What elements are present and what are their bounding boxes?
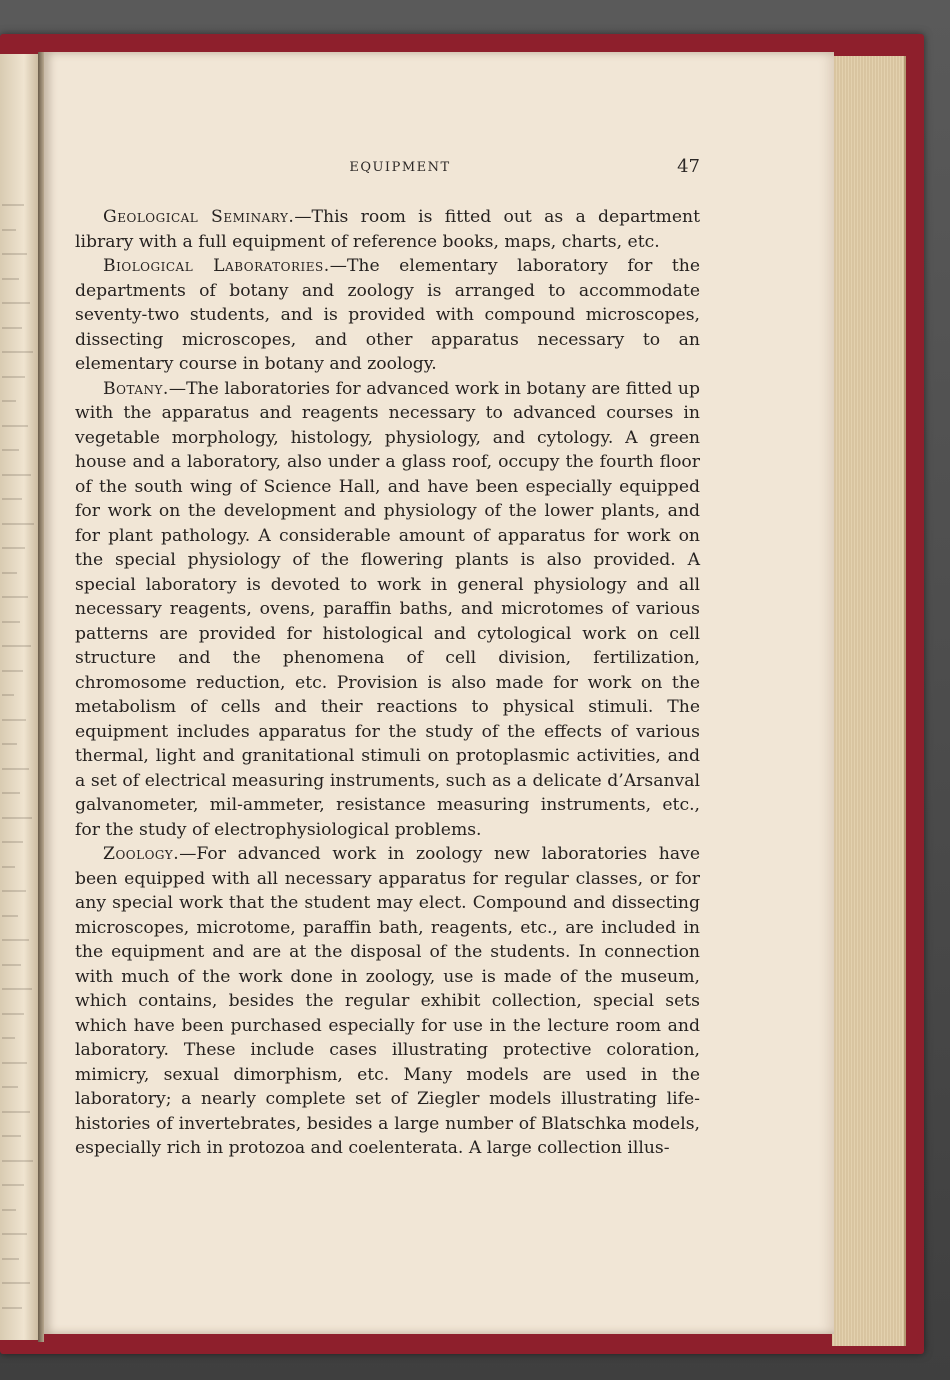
facing-page-text-trace: [2, 645, 31, 647]
facing-page-text-trace: [2, 400, 16, 402]
facing-page-text-trace: [2, 425, 28, 427]
paragraph-heading: Botany.: [103, 378, 169, 399]
facing-page-text-trace: [2, 915, 18, 917]
facing-page-text-trace: [2, 1160, 33, 1162]
facing-page-text-trace: [2, 596, 28, 598]
paragraph-text: —This room is fitted out as a department library with a full equipment of reference books, maps, charts, etc.: [75, 207, 700, 252]
body-text: [75, 205, 700, 1161]
facing-page-text-trace: [2, 253, 27, 255]
facing-page-text-trace: [2, 1307, 22, 1309]
facing-page-text-trace: [2, 474, 31, 476]
paragraph-heading: Geological Seminary.: [103, 207, 295, 227]
paragraph-biological-laboratories: [75, 254, 700, 377]
facing-page-text-trace: [2, 841, 23, 843]
facing-page-text-trace: [2, 523, 34, 525]
facing-page-text-trace: [2, 1135, 21, 1137]
page-block-edge: [832, 56, 906, 1346]
paragraph-zoology: [75, 842, 700, 1161]
facing-page-text-trace: [2, 229, 16, 231]
facing-page-text-trace: [2, 768, 29, 770]
paragraph-heading: Zoology.: [103, 844, 180, 864]
facing-page-text-trace: [2, 572, 17, 574]
facing-page-text-trace: [2, 351, 33, 353]
facing-page-text-trace: [2, 1184, 24, 1186]
facing-page-text-trace: [2, 376, 25, 378]
paragraph-text: —The elementary laboratory for the departments of botany and zoology is arranged to accommodate seventy-two students, and is provided with compound microscopes, dissecting microscopes, and other apparatus necessary to an elementary course in botany and zoology.: [75, 256, 700, 374]
paragraph-botany: [75, 377, 700, 843]
facing-page-text-trace: [2, 1233, 27, 1235]
running-head: EQUIPMENT: [349, 160, 451, 175]
facing-page-text-trace: [2, 327, 22, 329]
facing-page-text-trace: [2, 890, 26, 892]
facing-page-text-trace: [2, 204, 24, 206]
facing-page-text-trace: [2, 1282, 30, 1284]
page-gutter: [38, 52, 44, 1342]
facing-page-text-trace: [2, 449, 19, 451]
facing-page-text-trace: [2, 278, 19, 280]
facing-page-text-trace: [2, 498, 22, 500]
facing-page-text-trace: [2, 964, 21, 966]
paragraph-text: —The laboratories for advanced work in botany are fitted up with the apparatus and reagents necessary to advanced courses in vegetable morphology, histology, physiology, and cytology. A green house and a laboratory, also under a glass roof, occupy the fourth floor of the south wing of Science Hall, and have been especially equipped for work on the development and physiology of the lower plants, and for plant pathology. A considerable amount of apparatus for work on the special physiology of the flowering plants is also provided. A special laboratory is devoted to work in general physiology and all necessary reagents, ovens, paraffin baths, and microtomes of various patterns are provided for histological and cytological work on cell structure and the phenomena of cell division, fertilization, chromosome reduction, etc. Provision is also made for work on the metabolism of cells and their reactions to physical stimuli. The equipment includes apparatus for the study of the effects of various thermal, light and granitational stimuli on protoplasmic activities, and a set of electrical measuring instruments, such as a delicate d’Arsanval galvanometer, mil-ammeter, resistance measuring instruments, etc., for the study of electrophysiological problems.: [75, 378, 700, 840]
facing-page-text-trace: [2, 694, 14, 696]
facing-page-text-trace: [2, 743, 17, 745]
facing-page-text-trace: [2, 547, 25, 549]
facing-page-text-trace: [2, 939, 29, 941]
facing-page-text-trace: [2, 302, 30, 304]
facing-page-text-trace: [2, 1062, 27, 1064]
facing-page-text-trace: [2, 1013, 24, 1015]
facing-page-text-trace: [2, 792, 20, 794]
facing-page-text-trace: [2, 1086, 18, 1088]
facing-page-text-trace: [2, 866, 15, 868]
facing-page-edge: [0, 54, 40, 1340]
facing-page-text-trace: [2, 670, 23, 672]
facing-page-text-trace: [2, 1111, 30, 1113]
facing-page-text-trace: [2, 817, 32, 819]
facing-page-text-trace: [2, 621, 20, 623]
paragraph-text: —For advanced work in zoology new laboratories have been equipped with all necessary apparatus for regular classes, or for any special work that the student may elect. Compound and dissecting microscopes, microtome, paraffin bath, reagents, etc., are included in the equipment and are at the disposal of the students. In connection with much of the work done in zoology, use is made of the museum, which contains, besides the regular exhibit collection, special sets which have been purchased especially for use in the lecture room and laboratory. These include cases illustrating protective coloration, mimicry, sexual dimorphism, etc. Many models are used in the laboratory; a nearly complete set of Ziegler models illustrating life-histories of invertebrates, besides a large number of Blatschka models, especially rich in protozoa and coelenterata. A large collection illus-: [75, 844, 700, 1158]
paragraph-geological-seminary: [75, 205, 700, 254]
facing-page-text-trace: [2, 988, 32, 990]
paragraph-heading: Biological Laboratories.: [103, 256, 330, 276]
page-number: 47: [677, 156, 700, 177]
facing-page-text-trace: [2, 719, 26, 721]
facing-page-text-trace: [2, 1209, 16, 1211]
facing-page-text-trace: [2, 1037, 15, 1039]
facing-page-text-trace: [2, 1258, 19, 1260]
